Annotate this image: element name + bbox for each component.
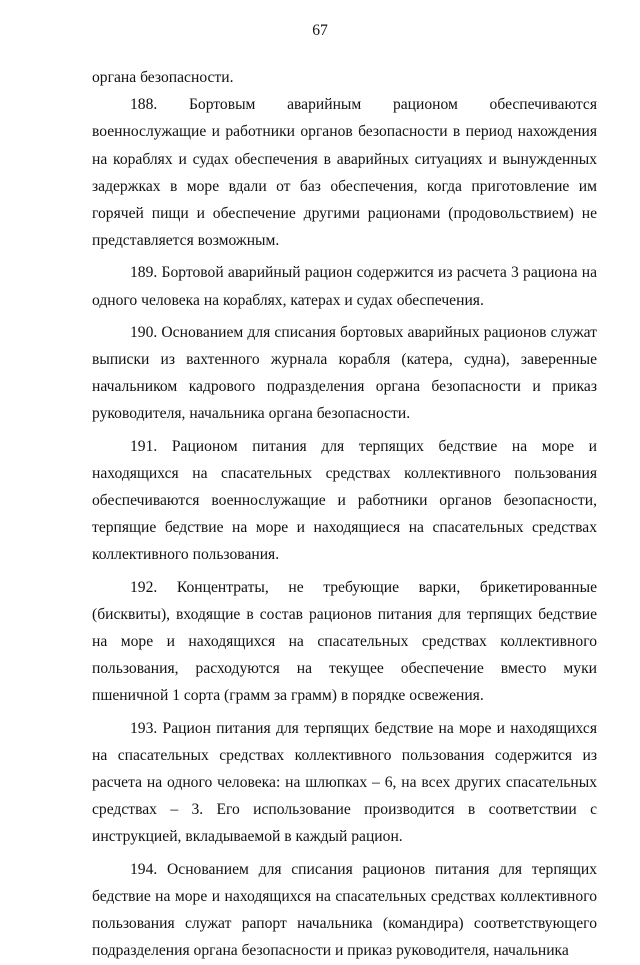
paragraph-193: 193. Рацион питания для терпящих бедствие на море и находящихся на спасательных средствах коллективного пользования содержится из расчета на одного человека: на шлюпках – 6, на всех других спасательных средствах – 3. Его использование производится в соответствии с инструкцией, вкладываемой в каждый рацион. xyxy=(92,719,597,846)
paragraph-188: 188. Бортовым аварийным рационом обеспечиваются военнослужащие и работники органов безопасности в период нахождения на кораблях и судах обеспечения в аварийных ситуациях и вынужденных задержках в море вдали от баз обеспечения, когда приготовление им горячей пищи и обеспечение другими рационами (продовольствием) не представляется возможным. xyxy=(92,96,597,250)
paragraph-191: 191. Рационом питания для терпящих бедствие на море и находящихся на спасательных средствах коллективного пользования обеспечиваются военнослужащие и работники органов безопасности, терпящие бедствие на море и находящиеся на спасательных средствах коллективного пользования. xyxy=(92,437,597,564)
paragraph-190: 190. Основанием для списания бортовых аварийных рационов служат выписки из вахтенного журнала корабля (катера, судна), заверенные начальником кадрового подразделения органа безопасности и приказ руководителя, начальника органа безопасности. xyxy=(92,323,597,423)
page-number: 67 xyxy=(312,22,328,39)
paragraph-continuation: органа безопасности. xyxy=(92,69,234,86)
paragraph-189: 189. Бортовой аварийный рацион содержится из расчета 3 рациона на одного человека на кораблях, катерах и судах обеспечения. xyxy=(92,264,597,309)
document-body xyxy=(92,64,597,965)
paragraph-192: 192. Концентраты, не требующие варки, брикетированные (бисквиты), входящие в состав рационов питания для терпящих бедствие на море и находящихся на спасательных средствах коллективного пользования, расходуются на текущее обеспечение вместо муки пшеничной 1 сорта (грамм за грамм) в порядке освежения. xyxy=(92,578,597,705)
paragraph-194: 194. Основанием для списания рационов питания для терпящих бедствие на море и находящихся на спасательных средствах коллективного пользования служат рапорт начальника (командира) соответствующего подразделения органа безопасности и приказ руководителя, начальника xyxy=(92,860,597,960)
